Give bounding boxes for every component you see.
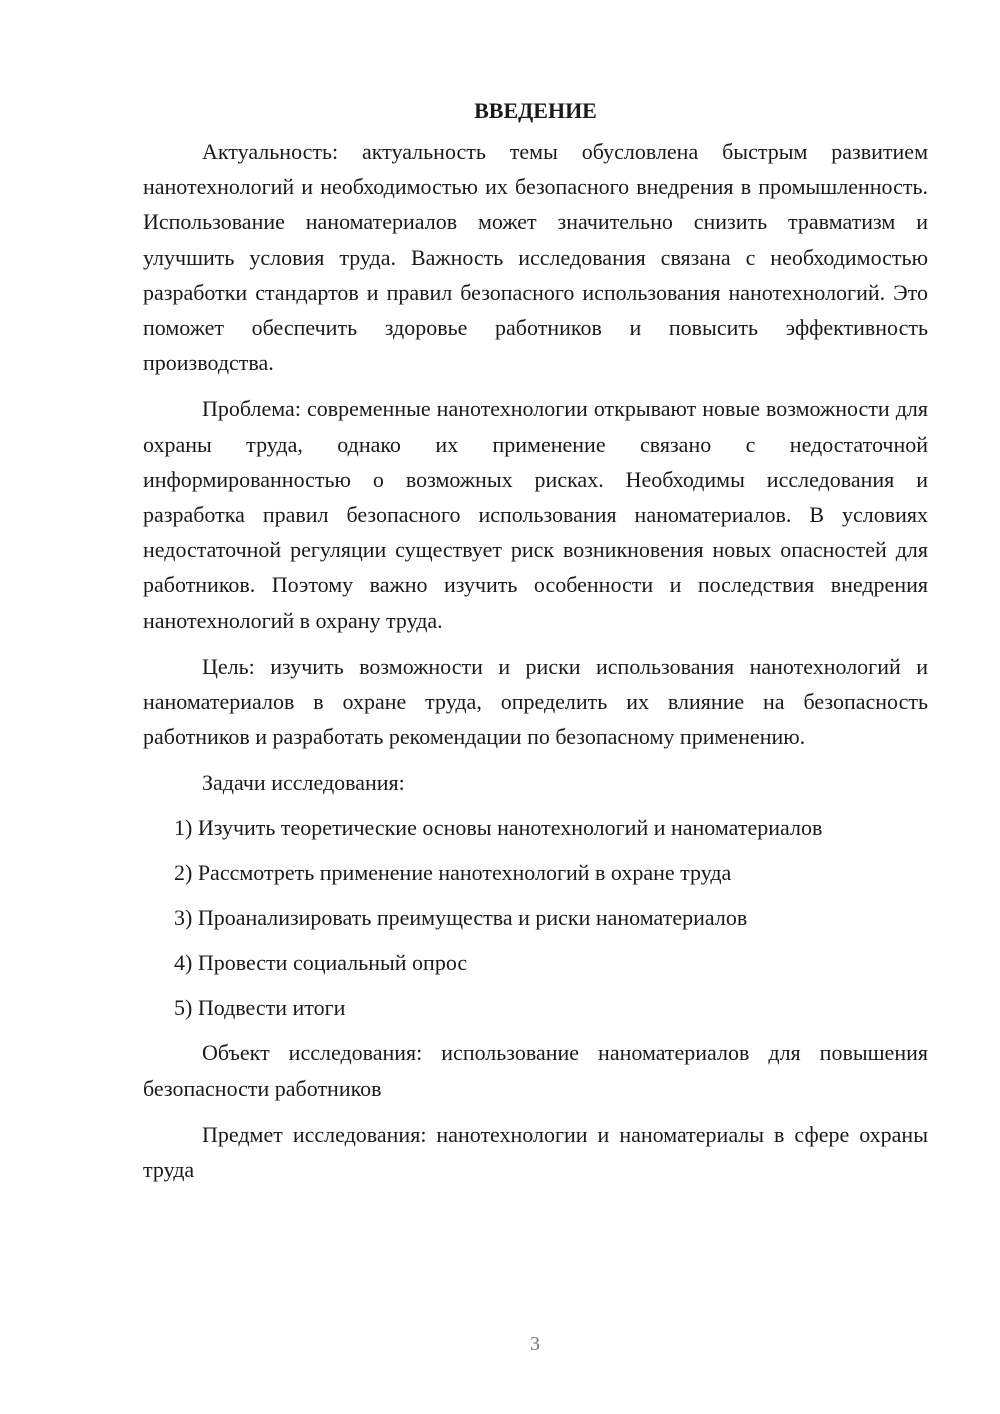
page-title: ВВЕДЕНИЕ (474, 98, 597, 123)
task-item-4: 4) Провести социальный опрос (174, 950, 468, 976)
paragraph-relevance: Актуальность: актуальность темы обусловлена быстрым развитием нанотехнологий и необходимостью их безопасного внедрения в промышленность. Использование наноматериалов может значительно снизить травматизм и улучшить условия труда. Важность исследования связана с необходимостью разработки стандартов и правил безопасного использования нанотехнологий. Это поможет обеспечить здоровье работников и повысить эффективность производства. (143, 139, 928, 376)
paragraph-goal: Цель: изучить возможности и риски использования нанотехнологий и наноматериалов в охране труда, определить их влияние на безопасность работников и разработать рекомендации по безопасному применению. (143, 653, 928, 750)
paragraph-subject: Предмет исследования: нанотехнологии и наноматериалы в сфере охраны труда (143, 1121, 928, 1183)
page-content (143, 93, 928, 1198)
tasks-heading: Задачи исследования: (202, 770, 405, 796)
page-number: 3 (530, 1333, 540, 1355)
paragraph-problem: Проблема: современные нанотехнологии открывают новые возможности для охраны труда, однако их применение связано с недостаточной информированностью о возможных рисках. Необходимы исследования и разработка правил безопасного использования наноматериалов. В условиях недостаточной регуляции существует риск возникновения новых опасностей для работников. Поэтому важно изучить особенности и последствия внедрения нанотехнологий в охрану труда. (143, 396, 928, 633)
task-item-1: 1) Изучить теоретические основы нанотехнологий и наноматериалов (174, 815, 823, 841)
task-item-5: 5) Подвести итоги (174, 995, 346, 1021)
paragraph-object: Объект исследования: использование наноматериалов для повышения безопасности работников (143, 1040, 928, 1101)
task-item-2: 2) Рассмотреть применение нанотехнологий в охране труда (174, 860, 732, 886)
task-item-3: 3) Проанализировать преимущества и риски наноматериалов (174, 905, 748, 931)
tasks-list (143, 810, 928, 1025)
